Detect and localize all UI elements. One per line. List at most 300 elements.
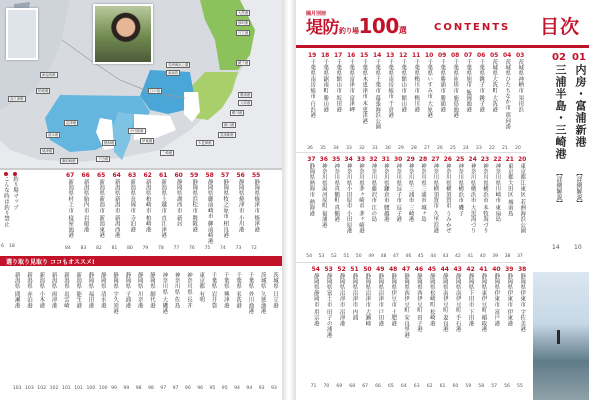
list-item[interactable] bbox=[312, 266, 320, 370]
feature-num: 01 bbox=[572, 52, 586, 63]
item-name: 静岡県湖西市 新居 bbox=[175, 179, 182, 227]
item-number: 45 bbox=[427, 266, 437, 273]
map-label: 那珂湊 bbox=[238, 21, 249, 25]
item-number: 24 bbox=[468, 156, 477, 163]
item-name: 静岡県 川奈港 bbox=[136, 272, 143, 309]
map-label: 新潟西港 bbox=[42, 73, 56, 77]
mokuji-heading: 目次 bbox=[540, 16, 581, 38]
item-name: 東京都 有明 bbox=[198, 272, 205, 303]
item-page: 61 bbox=[439, 384, 446, 389]
item-number: 17 bbox=[334, 52, 343, 59]
item-number: 42 bbox=[466, 266, 475, 273]
list-item[interactable] bbox=[479, 266, 487, 370]
list-item[interactable] bbox=[38, 272, 44, 376]
item-name: 新潟県胎内市 岩船港 bbox=[82, 179, 89, 233]
map-label: 館山港 bbox=[224, 123, 235, 127]
item-page: 103 bbox=[12, 386, 22, 391]
item-number: 38 bbox=[518, 266, 527, 273]
list-item[interactable] bbox=[415, 266, 423, 370]
list-item[interactable] bbox=[198, 272, 204, 376]
item-name: 静岡県焼津市 焼津港 bbox=[253, 179, 260, 233]
item-number: 06 bbox=[477, 52, 486, 59]
list-item[interactable] bbox=[373, 52, 381, 144]
list-item[interactable] bbox=[97, 172, 105, 244]
list-item[interactable] bbox=[149, 272, 155, 376]
list-item[interactable] bbox=[505, 266, 513, 370]
list-item[interactable] bbox=[307, 156, 315, 252]
list-item[interactable] bbox=[137, 272, 143, 376]
list-item[interactable] bbox=[112, 272, 118, 376]
recommend-title: 選り取り見取り ココもオススメ! bbox=[6, 259, 95, 266]
list-item[interactable] bbox=[247, 272, 253, 376]
item-page: 44 bbox=[430, 254, 437, 259]
list-item[interactable] bbox=[406, 156, 414, 252]
item-name: 静岡県静岡市 用宗港 bbox=[312, 273, 319, 327]
list-item[interactable] bbox=[128, 172, 136, 244]
item-number: 51 bbox=[350, 266, 359, 273]
item-name: 神奈川県横浜市 本牧海づり bbox=[481, 163, 488, 234]
item-name: こんな時は釣り禁止 bbox=[3, 176, 9, 228]
feature-note: 【詳細解説】 bbox=[575, 170, 582, 206]
contents-heading: CONTENTS bbox=[434, 22, 511, 33]
list-item[interactable] bbox=[174, 272, 180, 376]
list-item[interactable] bbox=[344, 156, 352, 252]
item-name: 千葉県いすみ市 大原港 bbox=[426, 59, 433, 119]
item-name: 静岡県焼津市 小川港 bbox=[237, 179, 244, 233]
item-page: 96 bbox=[184, 386, 191, 391]
list-item[interactable] bbox=[492, 266, 500, 370]
list-item[interactable] bbox=[159, 172, 167, 244]
list-item[interactable] bbox=[360, 52, 368, 144]
item-name: 千葉県館山市 坂田港 bbox=[335, 59, 342, 113]
left-page bbox=[0, 0, 282, 400]
list-item[interactable] bbox=[481, 156, 489, 252]
item-page: 68 bbox=[349, 384, 356, 389]
item-page: 18 bbox=[9, 244, 15, 249]
item-number: 67 bbox=[66, 172, 75, 179]
item-name: 千葉県 岩井袋 bbox=[210, 272, 217, 309]
item-number: 62 bbox=[143, 172, 152, 179]
feature-title[interactable]: 内房・富浦新港 bbox=[574, 64, 587, 148]
item-page: 52 bbox=[331, 254, 337, 259]
item-page: 65 bbox=[388, 384, 394, 389]
item-page: 60 bbox=[452, 384, 459, 389]
item-name: 新潟県長岡市 寺泊港 bbox=[129, 179, 136, 233]
list-item[interactable] bbox=[308, 52, 316, 144]
list-item[interactable] bbox=[144, 172, 152, 244]
item-page: 95 bbox=[209, 386, 216, 391]
item-number: 28 bbox=[418, 156, 428, 163]
item-name: 新潟県上越市 直江津港 bbox=[160, 179, 167, 239]
list-item[interactable] bbox=[223, 272, 229, 376]
item-page: 35 bbox=[320, 146, 326, 151]
item-page: 32 bbox=[359, 146, 365, 151]
item-name: 神奈川県三浦市 三崎港 bbox=[407, 163, 414, 223]
item-name: 茨城県神栖市 須田浜 bbox=[517, 59, 524, 113]
list-item[interactable] bbox=[325, 266, 333, 370]
list-item[interactable] bbox=[438, 52, 446, 144]
magazine-logo bbox=[306, 10, 406, 40]
list-item[interactable] bbox=[321, 52, 329, 144]
item-page: 67 bbox=[362, 384, 369, 389]
item-page: 79 bbox=[142, 246, 149, 251]
list-item[interactable] bbox=[334, 52, 342, 144]
item-page: 30 bbox=[385, 146, 391, 151]
item-number: 57 bbox=[221, 172, 230, 179]
item-name: 静岡県 福田港 bbox=[87, 272, 94, 309]
list-item[interactable] bbox=[382, 156, 390, 252]
list-item[interactable] bbox=[363, 266, 371, 370]
feature-note: 【詳細解説】 bbox=[555, 170, 562, 206]
item-number: 46 bbox=[414, 266, 424, 273]
list-item[interactable] bbox=[235, 272, 241, 376]
item-page: 98 bbox=[135, 386, 142, 391]
item-number: 20 bbox=[518, 156, 527, 163]
item-page: 82 bbox=[96, 246, 102, 251]
item-name: 静岡県 宇久須港 bbox=[112, 272, 119, 314]
list-item[interactable] bbox=[456, 156, 464, 252]
item-number: 13 bbox=[386, 52, 395, 59]
list-item[interactable] bbox=[518, 156, 526, 252]
item-name: 静岡県沼津市 大瀬崎 bbox=[364, 273, 371, 327]
item-name: 静岡県御前崎市 御前崎港 bbox=[206, 179, 213, 244]
list-item[interactable] bbox=[394, 156, 402, 252]
item-name: 新潟県 小木港 bbox=[38, 272, 45, 309]
seaside-photo bbox=[533, 272, 589, 400]
list-item[interactable] bbox=[464, 52, 472, 144]
list-item[interactable] bbox=[66, 172, 74, 244]
item-name: 千葉県旭市 飯岡漁港 bbox=[465, 59, 472, 113]
item-name: 新潟県 両津港 bbox=[50, 272, 57, 309]
item-page: 33 bbox=[346, 146, 352, 151]
map-label: 下田港 bbox=[98, 157, 109, 161]
item-name: 静岡県伊豆市 土肥港 bbox=[390, 273, 397, 327]
item-number: 35 bbox=[332, 156, 341, 163]
item-page: 62 bbox=[426, 384, 433, 389]
page-gutter bbox=[282, 0, 296, 400]
item-number: 11 bbox=[412, 52, 421, 59]
list-item[interactable] bbox=[100, 272, 106, 376]
item-name: 神奈川県横須賀市 うみかぜ bbox=[444, 163, 451, 234]
item-name: 茨城県 久慈漁港 bbox=[259, 272, 266, 314]
item-number: 04 bbox=[503, 52, 512, 59]
list-item[interactable] bbox=[516, 52, 524, 144]
item-page: 97 bbox=[160, 386, 167, 391]
list-item[interactable] bbox=[402, 266, 410, 370]
map-label: 日立港 bbox=[238, 31, 249, 35]
list-item[interactable] bbox=[369, 156, 377, 252]
list-item[interactable] bbox=[503, 52, 511, 144]
item-page: 95 bbox=[221, 386, 228, 391]
list-item[interactable] bbox=[399, 52, 407, 144]
item-number: 36 bbox=[319, 156, 328, 163]
list-item[interactable] bbox=[12, 172, 18, 210]
item-name: 千葉県鴨川市 鴨川港 bbox=[413, 59, 420, 113]
feature-page: 14 bbox=[552, 244, 560, 251]
item-name: 静岡県沼津市 沼津港 bbox=[338, 273, 345, 327]
item-name: 静岡県伊東市 伊東港 bbox=[506, 273, 513, 327]
item-name: 千葉県勝浦市 勝浦港 bbox=[439, 59, 446, 113]
item-name: 千葉県千葉市 幕張海浜公園 bbox=[374, 59, 381, 130]
item-name: 静岡県下田市 下田港 bbox=[467, 273, 474, 327]
item-name: 静岡県伊東市 宇佐美港 bbox=[519, 273, 526, 333]
item-name: 新潟県柏崎市 柏崎港 bbox=[144, 179, 151, 233]
list-item[interactable] bbox=[350, 266, 358, 370]
map-label: 三崎港 bbox=[162, 151, 173, 155]
item-number: 66 bbox=[81, 172, 90, 179]
item-number: 43 bbox=[453, 266, 462, 273]
item-name: 神奈川県 佐島 bbox=[173, 272, 180, 309]
item-page: 94 bbox=[246, 386, 253, 391]
item-page: 38 bbox=[504, 254, 511, 259]
item-name: 新潟県 間瀬港 bbox=[13, 272, 20, 309]
item-number: 55 bbox=[252, 172, 261, 179]
item-number: 44 bbox=[440, 266, 449, 273]
item-page: 41 bbox=[467, 254, 474, 259]
list-item[interactable] bbox=[357, 156, 365, 252]
item-name: 静岡県伊東市 富戸港 bbox=[493, 273, 500, 327]
item-page: 25 bbox=[450, 146, 456, 151]
item-number: 50 bbox=[363, 266, 372, 273]
item-page: 97 bbox=[172, 386, 179, 391]
list-item[interactable] bbox=[175, 172, 183, 244]
item-number: 59 bbox=[190, 172, 199, 179]
item-name: 神奈川県小田原市 小田原港 bbox=[345, 163, 352, 234]
item-name: 神奈川県横浜市 大黒海づり bbox=[469, 163, 476, 234]
item-number: 14 bbox=[373, 52, 382, 59]
map-label: 御前崎港 bbox=[62, 159, 76, 163]
list-item[interactable] bbox=[272, 272, 278, 376]
list-item[interactable] bbox=[444, 156, 452, 252]
item-number: 18 bbox=[321, 52, 330, 59]
item-name: 静岡県 子浦港 bbox=[124, 272, 131, 309]
item-name: 神奈川県真鶴町 真鶴港 bbox=[333, 163, 340, 223]
item-page: 83 bbox=[80, 246, 87, 251]
item-number: 09 bbox=[438, 52, 447, 59]
list-item[interactable] bbox=[451, 52, 459, 144]
item-page: 70 bbox=[323, 384, 330, 389]
item-name: 静岡県南伊豆町 手石港 bbox=[454, 273, 461, 333]
item-number: 21 bbox=[505, 156, 514, 163]
list-item[interactable] bbox=[428, 266, 436, 370]
item-name: 神奈川県 大磯港 bbox=[161, 272, 168, 314]
header-rule bbox=[296, 45, 589, 48]
list-item[interactable] bbox=[389, 266, 397, 370]
item-name: 神奈川県横浜市 磯子 bbox=[457, 163, 464, 217]
item-name: 千葉県 名洗港 bbox=[235, 272, 242, 309]
list-item[interactable] bbox=[237, 172, 245, 244]
item-page: 64 bbox=[400, 384, 407, 389]
item-name: 静岡県 網代港 bbox=[149, 272, 155, 309]
item-name: 静岡県牧之原市 相良港 bbox=[222, 179, 229, 239]
list-item[interactable] bbox=[468, 156, 476, 252]
list-item[interactable] bbox=[506, 156, 514, 252]
item-page: 47 bbox=[393, 254, 399, 259]
list-item[interactable] bbox=[412, 52, 420, 144]
item-name: 千葉県富津市 富津岬 bbox=[348, 59, 355, 113]
item-number: 49 bbox=[376, 266, 385, 273]
list-item[interactable] bbox=[332, 156, 340, 252]
list-item[interactable] bbox=[206, 172, 214, 244]
item-page: 80 bbox=[127, 246, 133, 251]
list-item[interactable] bbox=[386, 52, 394, 144]
item-page: 77 bbox=[173, 246, 180, 251]
list-item[interactable] bbox=[186, 272, 192, 376]
item-name: 新潟県村上市 寝屋漁港 bbox=[67, 179, 74, 239]
feature-title[interactable]: 三浦半島・三崎港 bbox=[554, 64, 567, 160]
list-item[interactable] bbox=[211, 272, 217, 376]
list-item[interactable] bbox=[431, 156, 439, 252]
recommend-band bbox=[0, 256, 282, 266]
map-label: 柏崎港 bbox=[38, 89, 49, 93]
list-item[interactable] bbox=[376, 266, 384, 370]
list-item[interactable] bbox=[221, 172, 229, 244]
item-page: 72 bbox=[251, 246, 257, 251]
item-number: 56 bbox=[236, 172, 245, 179]
right-page bbox=[296, 0, 589, 400]
item-page: 58 bbox=[478, 384, 485, 389]
item-number: 22 bbox=[493, 156, 502, 163]
list-item[interactable] bbox=[518, 266, 526, 370]
item-number: 12 bbox=[399, 52, 408, 59]
item-page: 71 bbox=[310, 384, 317, 389]
list-item[interactable] bbox=[419, 156, 427, 252]
item-name: 千葉県銚子市 銚子港 bbox=[478, 59, 485, 113]
list-item[interactable] bbox=[320, 156, 328, 252]
list-item[interactable] bbox=[477, 52, 485, 144]
item-page: 26 bbox=[437, 146, 443, 151]
item-number: 27 bbox=[431, 156, 440, 163]
map-label: 大原港 bbox=[240, 101, 251, 105]
list-item[interactable] bbox=[466, 266, 474, 370]
list-item[interactable] bbox=[14, 272, 20, 376]
item-name: 神奈川県三浦市 城ヶ島 bbox=[419, 163, 426, 223]
item-number: 33 bbox=[356, 156, 366, 163]
item-page: 48 bbox=[380, 254, 387, 259]
item-name: 神奈川県茅ヶ崎市 茅ヶ崎港 bbox=[357, 163, 364, 234]
item-name: 茨城県 日立港 bbox=[272, 272, 278, 309]
item-name: 千葉県匝瑳市 鹿島漁港 bbox=[452, 59, 459, 119]
item-page: 6 bbox=[1, 244, 4, 249]
item-name: 新潟県 赤泊港 bbox=[26, 272, 32, 309]
list-item[interactable] bbox=[425, 52, 433, 144]
list-item[interactable] bbox=[252, 172, 260, 244]
list-item[interactable] bbox=[260, 272, 266, 376]
item-number: 37 bbox=[307, 156, 316, 163]
item-page: 81 bbox=[111, 246, 118, 251]
list-item[interactable] bbox=[88, 272, 94, 376]
item-page: 46 bbox=[405, 254, 412, 259]
divider bbox=[0, 168, 282, 170]
item-page: 55 bbox=[517, 384, 523, 389]
item-number: 23 bbox=[480, 156, 490, 163]
item-page: 28 bbox=[411, 146, 417, 151]
item-page: 31 bbox=[372, 146, 378, 151]
map-label: 鴨川港 bbox=[232, 111, 243, 115]
item-number: 63 bbox=[128, 172, 137, 179]
list-item[interactable] bbox=[441, 266, 449, 370]
item-page: 101 bbox=[61, 386, 71, 391]
list-item[interactable] bbox=[124, 272, 130, 376]
list-item[interactable] bbox=[75, 272, 81, 376]
list-item[interactable] bbox=[161, 272, 167, 376]
item-number: 40 bbox=[492, 266, 501, 273]
item-name: 千葉県木更津市 木更津港 bbox=[361, 59, 368, 124]
list-item[interactable] bbox=[26, 272, 32, 376]
item-name: 静岡県沼津市 戸田港 bbox=[377, 273, 384, 327]
item-number: 10 bbox=[425, 52, 434, 59]
item-page: 63 bbox=[413, 384, 420, 389]
item-page: 49 bbox=[368, 254, 375, 259]
item-name: 新潟県 能生港 bbox=[75, 272, 82, 309]
row-divider bbox=[296, 152, 526, 153]
item-name: 千葉県 外川漁港 bbox=[247, 272, 254, 314]
list-item[interactable] bbox=[82, 172, 90, 244]
item-name: 静岡県熱海市 熱海港 bbox=[308, 163, 315, 217]
list-item[interactable] bbox=[51, 272, 57, 376]
item-page: 43 bbox=[442, 254, 449, 259]
list-item[interactable] bbox=[190, 172, 198, 244]
item-page: 78 bbox=[158, 246, 164, 251]
item-number: 03 bbox=[516, 52, 525, 59]
item-page: 37 bbox=[517, 254, 523, 259]
list-item[interactable] bbox=[454, 266, 462, 370]
list-item[interactable] bbox=[113, 172, 121, 244]
list-item[interactable] bbox=[337, 266, 345, 370]
item-name: 千葉県館山市 館山港 bbox=[400, 59, 407, 113]
item-page: 23 bbox=[476, 146, 482, 151]
item-page: 59 bbox=[465, 384, 472, 389]
item-page: 57 bbox=[491, 384, 498, 389]
list-item[interactable] bbox=[63, 272, 69, 376]
list-item[interactable] bbox=[3, 172, 9, 227]
map-label: 伊東港 bbox=[142, 139, 153, 143]
item-page: 102 bbox=[49, 386, 59, 391]
featured-section bbox=[530, 52, 586, 252]
item-name: 神奈川県横須賀市 久里浜港 bbox=[432, 163, 439, 234]
item-number: 26 bbox=[443, 156, 452, 163]
item-number: 07 bbox=[464, 52, 473, 59]
feature-page: 10 bbox=[574, 244, 582, 251]
item-page: 34 bbox=[333, 146, 339, 151]
item-number: 58 bbox=[205, 172, 214, 179]
item-page: 20 bbox=[515, 146, 521, 151]
item-number: 53 bbox=[324, 266, 333, 273]
item-page: 100 bbox=[98, 386, 108, 391]
item-number: 65 bbox=[97, 172, 106, 179]
item-page: 21 bbox=[502, 146, 508, 151]
map-label: 江の島 bbox=[150, 89, 161, 93]
item-name: 新潟県新潟市 新潟東港 bbox=[98, 179, 105, 239]
item-page: 40 bbox=[479, 254, 486, 259]
list-item[interactable] bbox=[490, 52, 498, 144]
item-page: 29 bbox=[398, 146, 404, 151]
item-name: 茨城県ひたちなか市 那珂湊 bbox=[504, 59, 511, 130]
item-page: 84 bbox=[65, 246, 71, 251]
item-page: 102 bbox=[37, 386, 47, 391]
item-page: 103 bbox=[25, 386, 34, 391]
list-item[interactable] bbox=[347, 52, 355, 144]
map-label: 東扇島 bbox=[168, 71, 179, 75]
item-name: 新潟県 出雲崎 bbox=[62, 272, 69, 309]
region-map bbox=[0, 0, 282, 170]
item-name: 静岡県松崎町 松崎港 bbox=[428, 273, 435, 327]
item-page: 66 bbox=[375, 384, 381, 389]
list-item[interactable] bbox=[493, 156, 501, 252]
item-number: 60 bbox=[174, 172, 183, 179]
item-name: 静岡県沼津市 内浦 bbox=[351, 273, 358, 321]
item-page: 101 bbox=[74, 386, 83, 391]
